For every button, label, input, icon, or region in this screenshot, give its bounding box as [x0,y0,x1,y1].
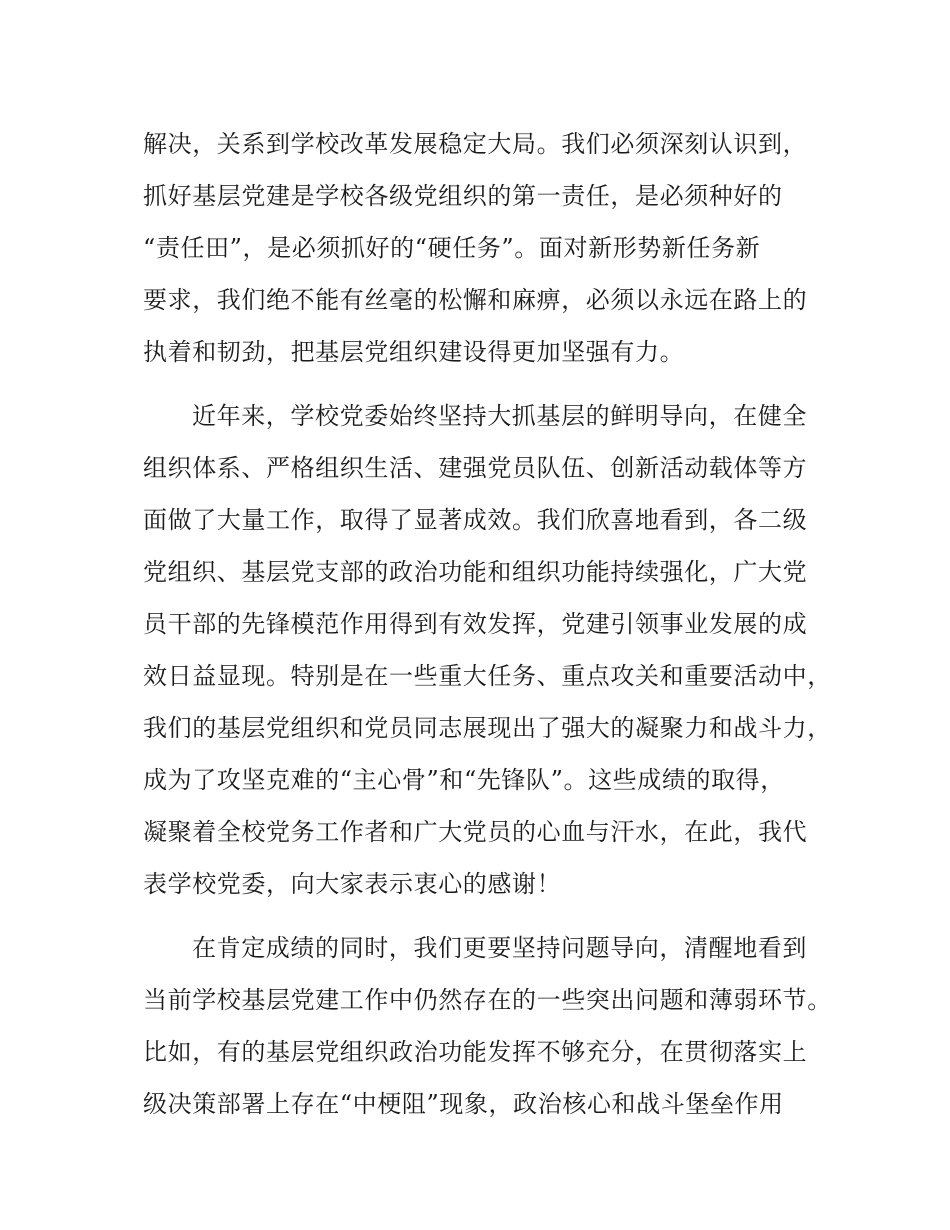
text-line: 近年来，学校党委始终坚持大抓基层的鲜明导向，在健全 [192,402,807,430]
text-line: 抓好基层党建是学校各级党组织的第一责任，是必须种好的 [143,182,783,210]
text-line: 比如，有的基层党组织政治功能发挥不够充分，在贯彻落实上 [143,1038,808,1066]
paragraph-3 [143,922,833,1130]
paragraph-spacer [143,910,833,922]
text-line: 表学校党委，向大家表示衷心的感谢！ [143,870,562,898]
text-line: 要求，我们绝不能有丝毫的松懈和麻痹，必须以永远在路上的 [143,286,808,314]
text-line: 员干部的先锋模范作用得到有效发挥，党建引领事业发展的成 [143,610,808,638]
paragraph-2 [143,390,833,910]
text-line: 效日益显现。特别是在一些重大任务、重点攻关和重要活动中， [143,662,832,690]
text-line: 党组织、基层党支部的政治功能和组织功能持续强化，广大党 [143,558,808,586]
text-line: 执着和韧劲，把基层党组织建设得更加坚强有力。 [143,338,685,366]
paragraph-1 [143,118,833,378]
text-line: 级决策部署上存在“中梗阻”现象，政治核心和战斗堡垒作用 [143,1090,784,1118]
document-body [143,118,833,1130]
text-line: 解决，关系到学校改革发展稳定大局。我们必须深刻认识到， [143,130,808,158]
text-line: “责任田”，是必须抓好的“硬任务”。面对新形势新任务新 [143,234,761,262]
text-line: 凝聚着全校党务工作者和广大党员的心血与汗水，在此，我代 [143,818,808,846]
paragraph-spacer [143,378,833,390]
text-line: 在肯定成绩的同时，我们更要坚持问题导向，清醒地看到 [192,934,807,962]
text-line: 面做了大量工作，取得了显著成效。我们欣喜地看到，各二级 [143,506,808,534]
text-line: 成为了攻坚克难的“主心骨”和“先锋队”。这些成绩的取得， [143,766,785,794]
text-line: 我们的基层党组织和党员同志展现出了强大的凝聚力和战斗力， [143,714,832,742]
text-line: 组织体系、严格组织生活、建强党员队伍、创新活动载体等方 [143,454,808,482]
text-line: 当前学校基层党建工作中仍然存在的一些突出问题和薄弱环节。 [143,986,832,1014]
